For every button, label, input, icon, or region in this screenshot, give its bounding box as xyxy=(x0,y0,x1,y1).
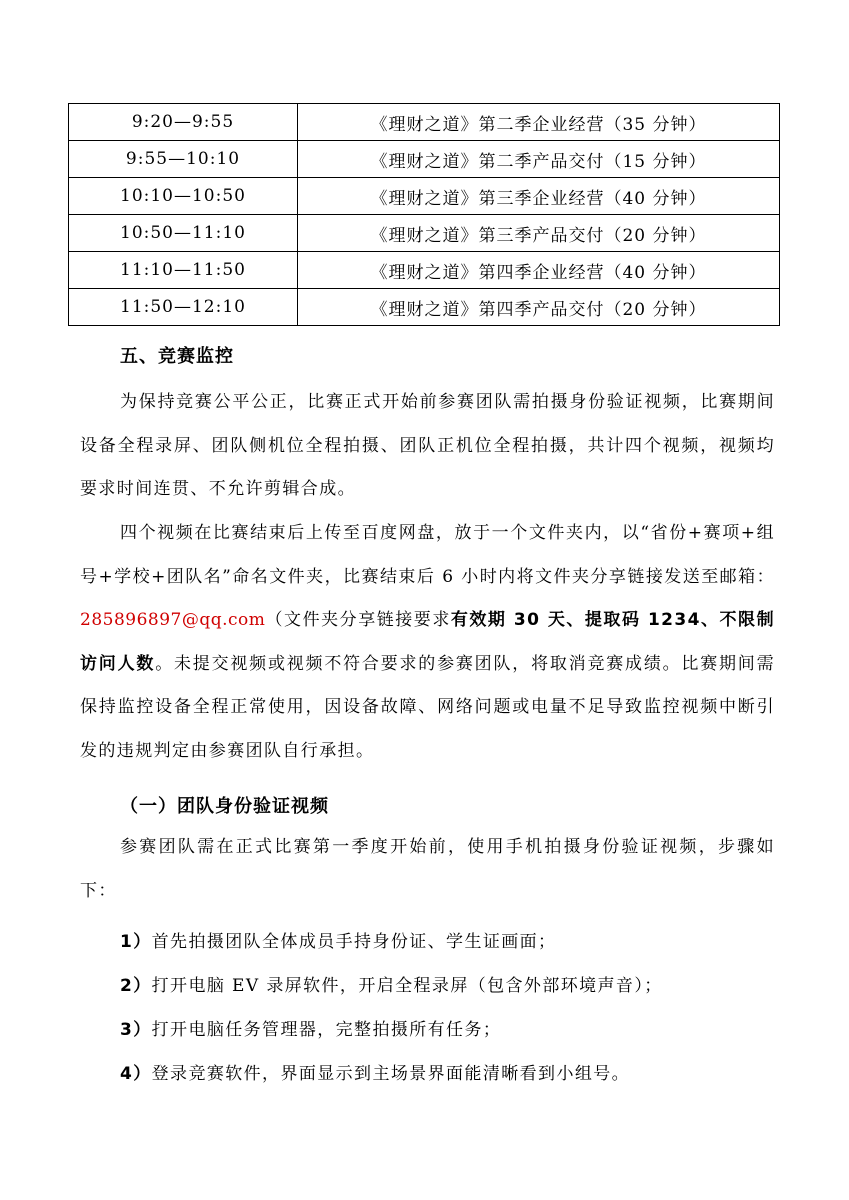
step-text: 打开电脑任务管理器，完整拍摄所有任务； xyxy=(151,1020,502,1040)
paragraph-text: （文件夹分享链接要求 xyxy=(265,610,451,630)
activity-cell: 《理财之道》第三季企业经营（40 分钟） xyxy=(298,178,780,215)
table-row xyxy=(69,215,780,252)
bold-requirement: 有效期 30 天、提取码 1234、不限制访问人数 xyxy=(80,610,775,674)
table-row xyxy=(69,178,780,215)
list-item xyxy=(120,971,663,996)
email-link[interactable]: 285896897@qq.com xyxy=(80,610,266,630)
activity-cell: 《理财之道》第三季产品交付（20 分钟） xyxy=(298,215,780,252)
table-row xyxy=(69,289,780,326)
schedule-table xyxy=(68,103,780,326)
list-item xyxy=(120,927,556,952)
step-number: 1） xyxy=(120,932,152,952)
paragraph-text: 。未提交视频或视频不符合要求的参赛团队，将取消竞赛成绩。比赛期间需保持监控设备全程正常使用，因设备故障、网络问题或电量不足导致监控视频中断引发的违规判定由参赛团队自行承担。 xyxy=(80,653,775,761)
list-item xyxy=(120,1015,501,1040)
time-cell: 9:55—10:10 xyxy=(69,141,298,178)
activity-cell: 《理财之道》第四季产品交付（20 分钟） xyxy=(298,289,780,326)
table-row xyxy=(69,104,780,141)
section-heading: 五、竞赛监控 xyxy=(120,346,234,367)
time-cell: 10:10—10:50 xyxy=(69,178,298,215)
time-cell: 11:50—12:10 xyxy=(69,289,298,326)
time-cell: 10:50—11:10 xyxy=(69,215,298,252)
step-number: 3） xyxy=(120,1020,152,1040)
step-number: 2） xyxy=(120,976,152,996)
step-number: 4） xyxy=(120,1064,152,1084)
activity-cell: 《理财之道》第二季企业经营（35 分钟） xyxy=(298,104,780,141)
time-cell: 9:20—9:55 xyxy=(69,104,298,141)
list-item xyxy=(120,1059,630,1084)
table-row xyxy=(69,141,780,178)
paragraph-video-upload xyxy=(80,512,775,773)
step-text: 打开电脑 EV 录屏软件，开启全程录屏（包含外部环境声音）； xyxy=(151,976,663,996)
paragraph-monitoring-intro: 为保持竞赛公平公正，比赛正式开始前参赛团队需拍摄身份验证视频，比赛期间设备全程录屏、团队侧机位全程拍摄、团队正机位全程拍摄，共计四个视频，视频均要求时间连贯、不允许剪辑合成。 xyxy=(80,392,775,499)
step-text: 登录竞赛软件，界面显示到主场景界面能清晰看到小组号。 xyxy=(151,1064,631,1084)
paragraph-text: 四个视频在比赛结束后上传至百度网盘，放于一个文件夹内，以“省份+赛项+组号+学校+团队名”命名文件夹，比赛结束后 6 小时内将文件夹分享链接发送至邮箱： xyxy=(80,523,775,587)
time-cell: 11:10—11:50 xyxy=(69,252,298,289)
activity-cell: 《理财之道》第二季产品交付（15 分钟） xyxy=(298,141,780,178)
table-row xyxy=(69,252,780,289)
paragraph-verification-intro: 参赛团队需在正式比赛第一季度开始前，使用手机拍摄身份验证视频，步骤如下： xyxy=(80,837,775,901)
activity-cell: 《理财之道》第四季企业经营（40 分钟） xyxy=(298,252,780,289)
subsection-heading: （一）团队身份验证视频 xyxy=(120,796,329,817)
step-text: 首先拍摄团队全体成员手持身份证、学生证画面； xyxy=(151,932,557,952)
